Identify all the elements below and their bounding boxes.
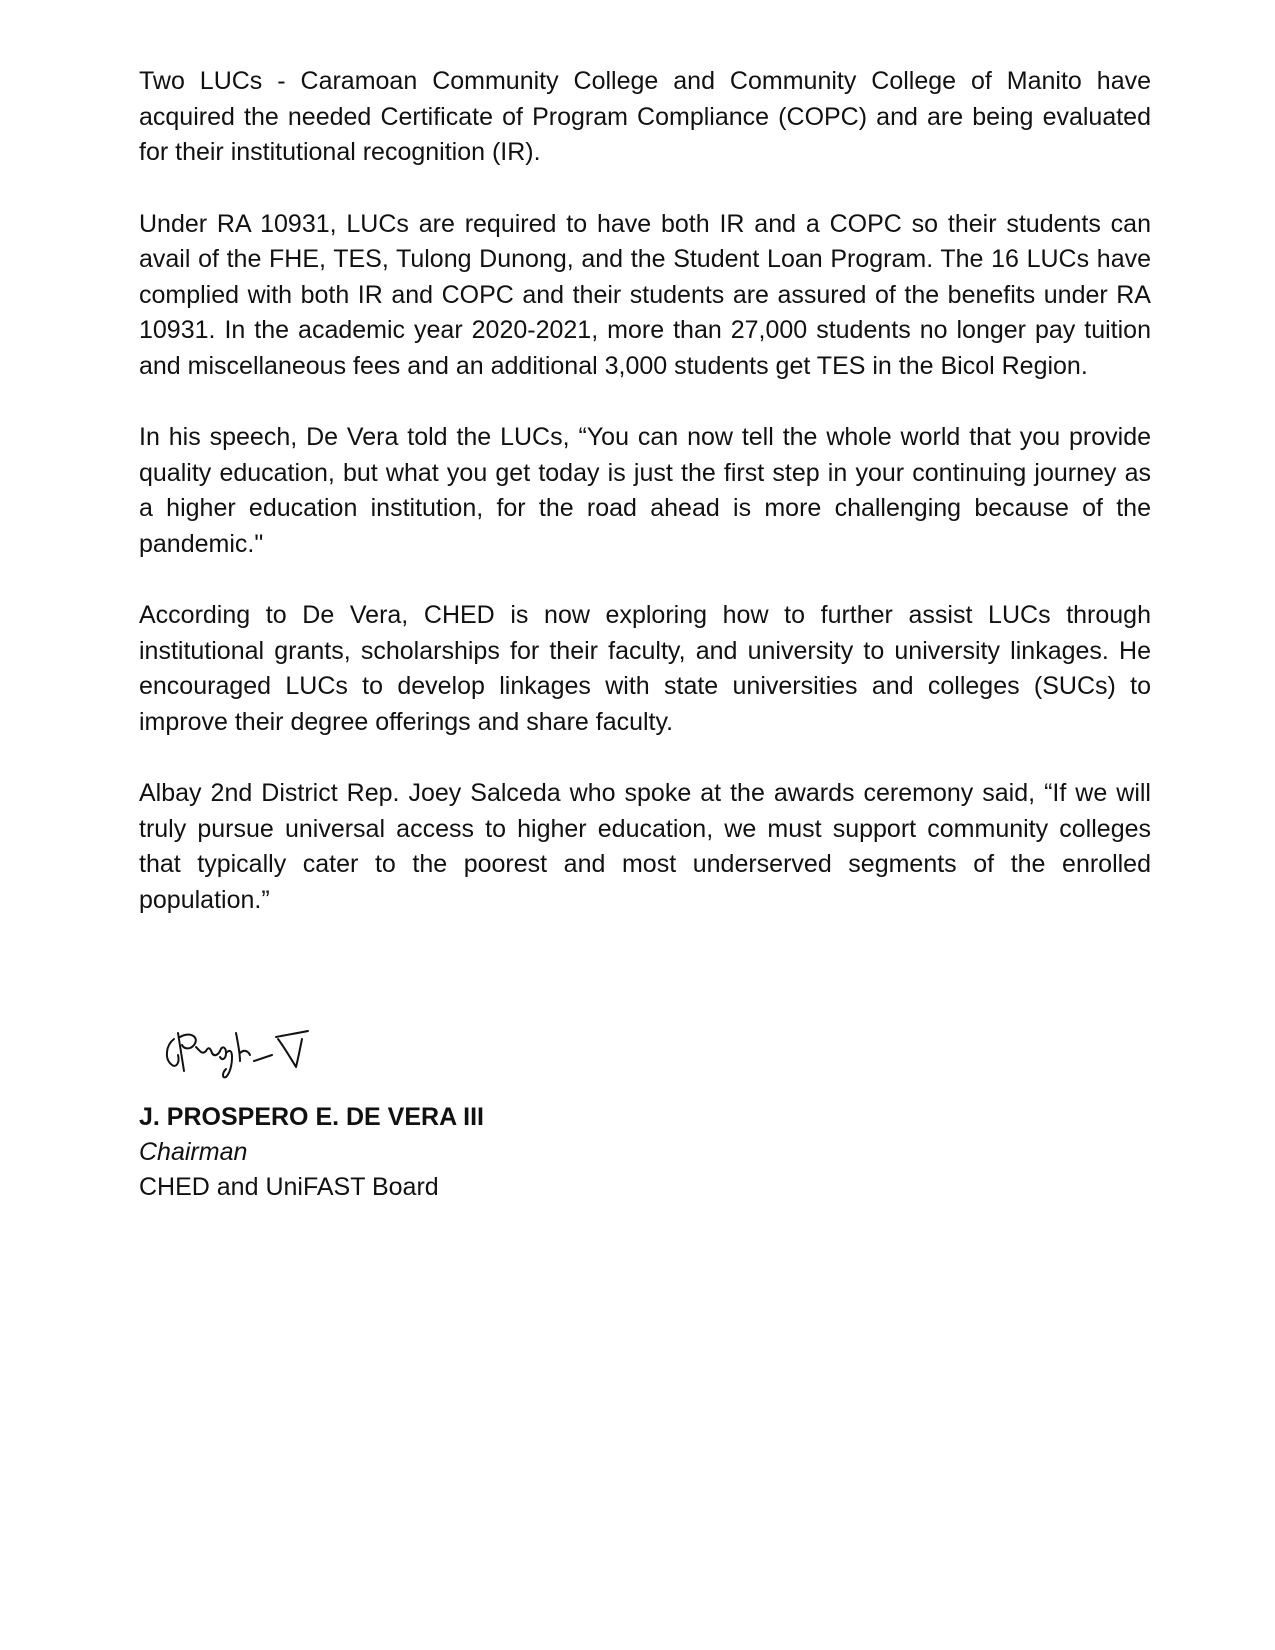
paragraph-ched-assistance: According to De Vera, CHED is now exploring how to further assist LUCs through institutional grants, scholarships for their faculty, and university to university linkages. He encouraged LUCs to develop linkages with state universities and colleges (SUCs) to improve their degree offerings and share faculty.	[139, 601, 1151, 736]
signatory-organization: CHED and UniFAST Board	[139, 1173, 439, 1201]
paragraph-de-vera-speech: In his speech, De Vera told the LUCs, “You can now tell the whole world that you provide quality education, but what you get today is just the first step in your continuing journey as a higher education institution, for the road ahead is more challenging because of the pandemic."	[139, 423, 1151, 558]
signatory-title: Chairman	[139, 1138, 248, 1166]
document-body	[139, 64, 1151, 918]
paragraph-ra-10931: Under RA 10931, LUCs are required to have both IR and a COPC so their students can avail of the FHE, TES, Tulong Dunong, and the Student Loan Program. The 16 LUCs have complied with both IR and COPC and their students are assured of the benefits under RA 10931. In the academic year 2020-2021, more than 27,000 students no longer pay tuition and miscellaneous fees and an additional 3,000 students get TES in the Bicol Region.	[139, 209, 1151, 380]
signatory-name: J. PROSPERO E. DE VERA III	[139, 1103, 484, 1131]
handwritten-signature	[160, 1025, 330, 1085]
paragraph-salceda-quote: Albay 2nd District Rep. Joey Salceda who spoke at the awards ceremony said, “If we will truly pursue universal access to higher education, we must support community colleges that typically cater to the poorest and most underserved segments of the enrolled population.”	[139, 779, 1151, 914]
signature-block	[139, 1100, 839, 1205]
paragraph-copc-status: Two LUCs - Caramoan Community College and Community College of Manito have acquired the needed Certificate of Program Compliance (COPC) and are being evaluated for their institutional recognition (IR).	[139, 67, 1151, 166]
